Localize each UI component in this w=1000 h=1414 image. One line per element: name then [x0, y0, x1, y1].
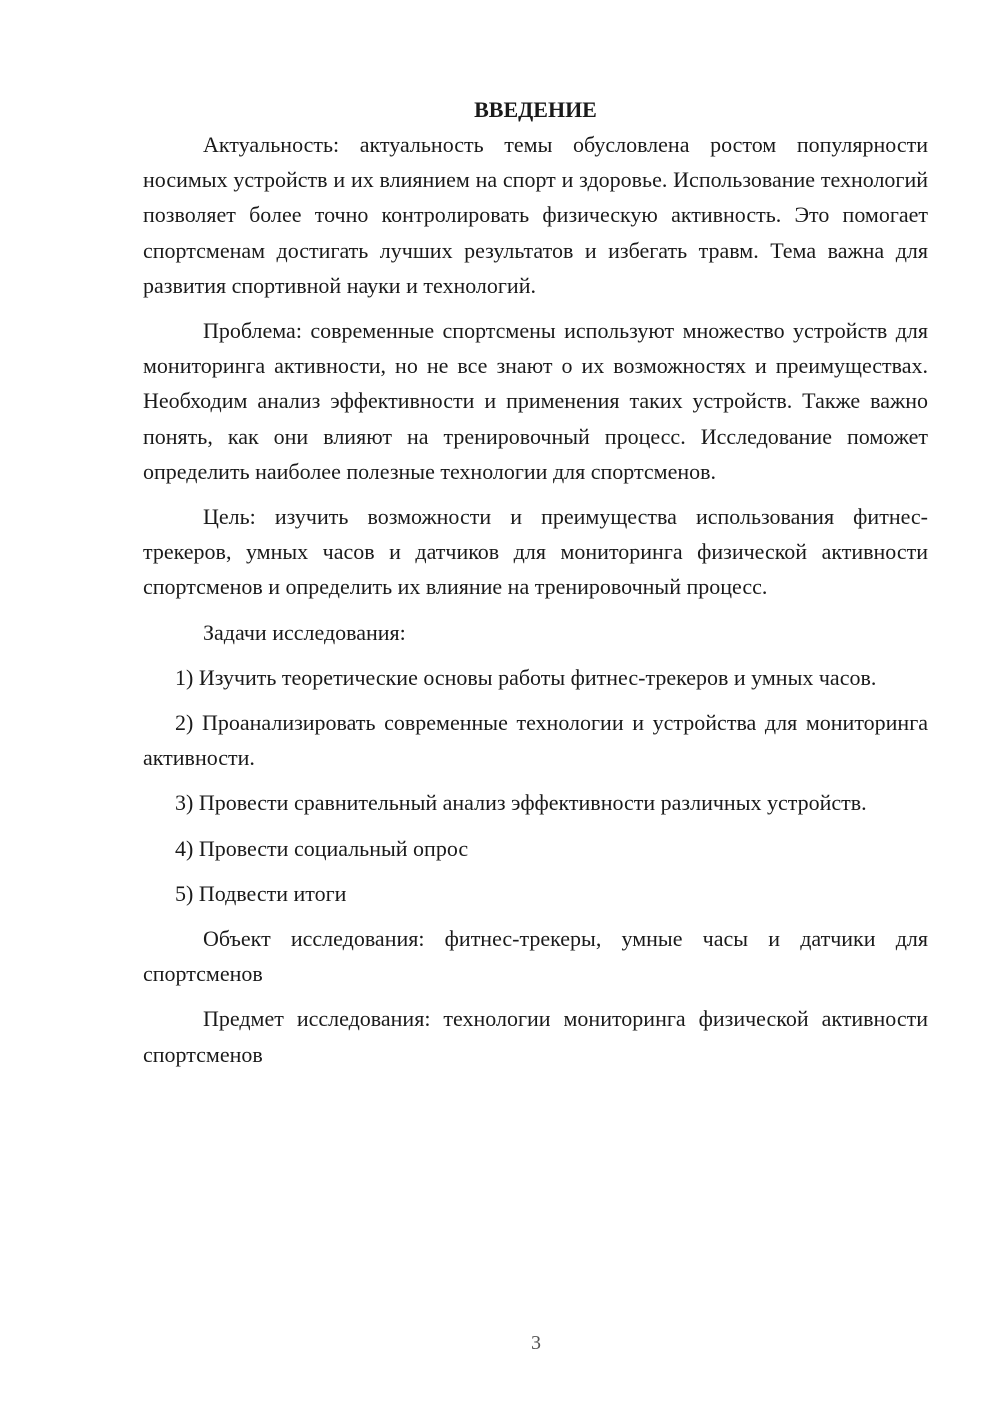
document-page	[143, 92, 928, 1072]
task-item-5: 5) Подвести итоги	[175, 880, 347, 906]
tasks-heading: Задачи исследования:	[203, 619, 406, 645]
task-item-4: 4) Провести социальный опрос	[175, 835, 469, 861]
relevance-paragraph: Актуальность: актуальность темы обусловлена ростом популярности носимых устройств и их влиянием на спорт и здоровье. Использование технологий позволяет более точно контролировать физическую активность. Это помогает спортсменам достигать лучших результатов и избегать травм. Тема важна для развития спортивной науки и технологий.	[143, 132, 928, 298]
problem-paragraph: Проблема: современные спортсмены используют множество устройств для мониторинга активности, но не все знают о их возможностях и преимуществах. Необходим анализ эффективности и применения таких устройств. Также важно понять, как они влияют на тренировочный процесс. Исследование поможет определить наиболее полезные технологии для спортсменов.	[143, 318, 928, 484]
page-title: ВВЕДЕНИЕ	[474, 97, 597, 122]
page-number: 3	[531, 1332, 541, 1354]
task-item-2: 2) Проанализировать современные технологии и устройства для мониторинга активности.	[143, 710, 928, 771]
goal-paragraph: Цель: изучить возможности и преимущества использования фитнес-трекеров, умных часов и датчиков для мониторинга физической активности спортсменов и определить их влияние на тренировочный процесс.	[143, 504, 928, 600]
task-item-1: 1) Изучить теоретические основы работы фитнес-трекеров и умных часов.	[175, 664, 877, 690]
task-item-3: 3) Провести сравнительный анализ эффективности различных устройств.	[175, 790, 867, 816]
subject-paragraph: Предмет исследования: технологии мониторинга физической активности спортсменов	[143, 1006, 928, 1067]
object-paragraph: Объект исследования: фитнес-трекеры, умные часы и датчики для спортсменов	[143, 926, 928, 987]
